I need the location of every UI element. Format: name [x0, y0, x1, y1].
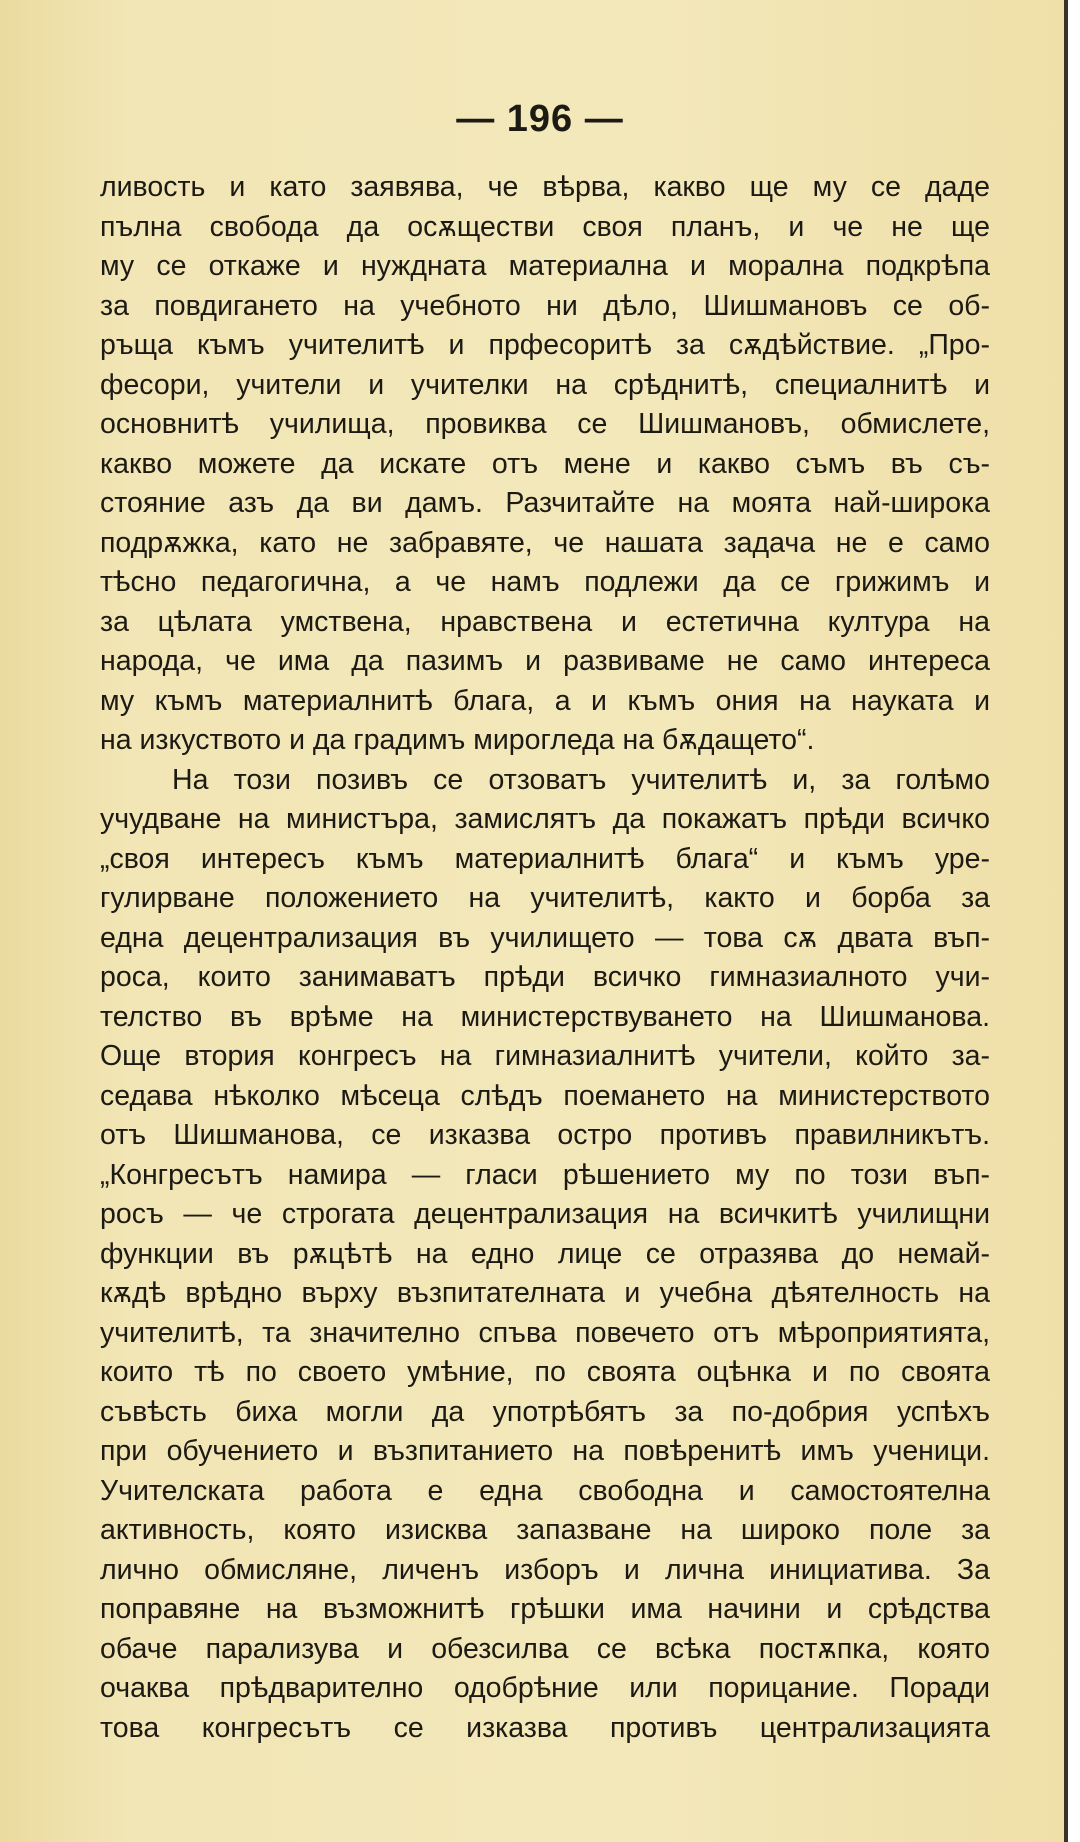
text-line: „своя интересъ къмъ материалнитѣ блага“ и къмъ уре- — [100, 842, 990, 875]
page-edge — [1068, 0, 1080, 1842]
text-line: съвѣсть биха могли да употрѣбятъ за по-добрия успѣхъ — [100, 1395, 990, 1428]
text-line: На този позивъ се отзоватъ учителитѣ и, за голѣмо — [172, 763, 990, 796]
text-line: функции въ рѫцѣтѣ на едно лице се отразява до немай- — [100, 1237, 990, 1270]
text-line: това конгресътъ се изказва противъ централизацията — [100, 1711, 990, 1744]
text-line: една децентрализация въ училището — това сѫ двата въп- — [100, 921, 990, 954]
text-line: росъ — че строгата децентрализация на всичкитѣ училищни — [100, 1198, 990, 1230]
body-text — [100, 168, 990, 1748]
text-line: лично обмисляне, личенъ изборъ и лична инициатива. За — [100, 1553, 990, 1586]
text-line: му се откаже и нуждната материална и морална подкрѣпа — [100, 250, 990, 282]
text-line: фесори, учители и учителки на срѣднитѣ, специалнитѣ и — [100, 368, 990, 401]
text-line: „Конгресътъ намира — гласи рѣшението му по този въп- — [100, 1158, 990, 1191]
text-line: гулирване положението на учителитѣ, както и борба за — [100, 882, 990, 914]
text-line: отъ Шишманова, се изказва остро противъ правилникътъ. — [100, 1119, 990, 1151]
text-line: Още втория конгресъ на гимназиалнитѣ учители, който за- — [100, 1040, 990, 1072]
text-line: на изкуството и да градимъ мирогледа на бѫдащето“. — [100, 724, 815, 756]
text-line: за повдигането на учебното ни дѣло, Шишмановъ се об- — [100, 289, 990, 322]
text-line: кѫдѣ врѣдно върху възпитателната и учебна дѣятелность на — [100, 1277, 990, 1309]
text-line: учителитѣ, та значително спъва повечето отъ мѣроприятията, — [100, 1316, 990, 1349]
text-line: роса, които занимаватъ прѣди всичко гимназиалното учи- — [100, 961, 990, 993]
text-line: учудване на министъра, замислятъ да покажатъ прѣди всичко — [100, 803, 990, 835]
page-number: — 196 — — [456, 98, 624, 140]
text-line: които тѣ по своето умѣние, по своята оцѣнка и по своята — [100, 1356, 990, 1388]
text-line: ливость и като заявява, че вѣрва, какво ще му се даде — [100, 171, 990, 203]
text-line: ръща къмъ учителитѣ и прфесоритѣ за сѫдѣйствие. „Про- — [100, 329, 990, 361]
text-line: какво можете да искате отъ мене и какво съмъ въ съ- — [100, 447, 990, 480]
text-line: пълна свобода да осѫществи своя планъ, и че не ще — [100, 210, 990, 243]
text-line: седава нѣколко мѣсеца слѣдъ поемането на министерството — [100, 1079, 990, 1112]
text-line: основнитѣ училища, провиква се Шишмановъ, обмислете, — [100, 408, 990, 440]
text-line: при обучението и възпитанието на повѣренитѣ имъ ученици. — [100, 1435, 990, 1467]
text-line: стояние азъ да ви дамъ. Разчитайте на моята най-широка — [100, 487, 990, 519]
text-line: очаква прѣдварително одобрѣние или порицание. Поради — [100, 1672, 990, 1704]
text-line: тѣсно педагогична, а че намъ подлежи да се грижимъ и — [100, 566, 990, 598]
text-line: му къмъ материалнитѣ блага, а и къмъ ония на науката и — [100, 684, 990, 717]
text-line: подрѫжка, като не забравяте, че нашата задача не е само — [100, 526, 990, 559]
text-line: за цѣлата умствена, нравствена и естетична култура на — [100, 605, 990, 638]
text-line: Учителската работа е една свободна и самостоятелна — [100, 1474, 990, 1507]
text-line: поправяне на възможнитѣ грѣшки има начини и срѣдства — [100, 1593, 990, 1625]
text-line: обаче парализува и обезсилва се всѣка постѫпка, която — [100, 1632, 990, 1665]
text-line: активность, която изисква запазване на широко поле за — [100, 1514, 990, 1546]
text-line: телство въ врѣме на министерствуването на Шишманова. — [100, 1000, 990, 1033]
text-line: народа, че има да пазимъ и развиваме не само интереса — [100, 645, 990, 677]
